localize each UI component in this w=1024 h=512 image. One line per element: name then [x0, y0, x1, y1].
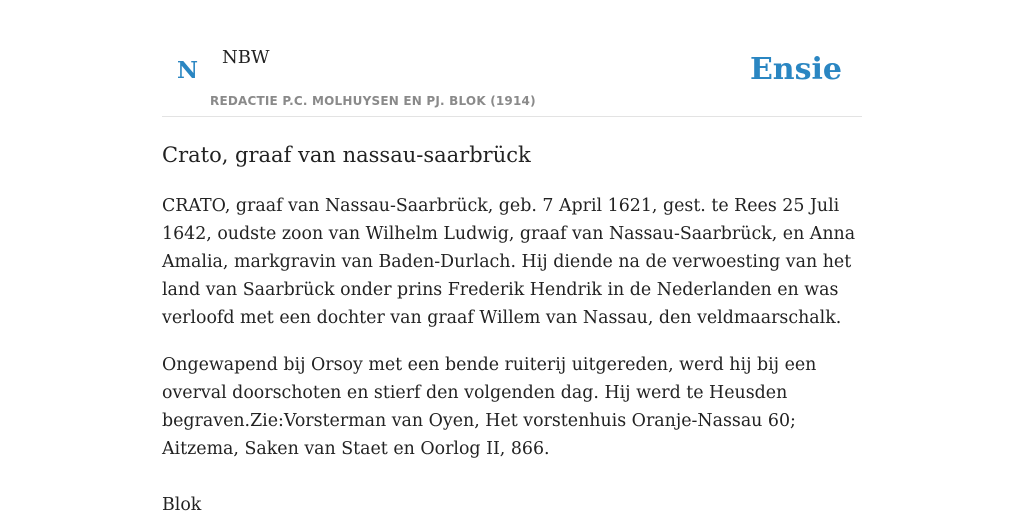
brand-logo-link[interactable]: Ensie: [749, 52, 842, 87]
article-paragraph: CRATO, graaf van Nassau-Saarbrück, geb. 7 April 1621, gest. te Rees 25 Juli 1642, oudste zoon van Wilhelm Ludwig, graaf van Nassau-Saarbrück, en Anna Amalia, markgravin van Baden-Durlach. Hij diende na de verwoesting van het land van Saarbrück onder prins Frederik Hendrik in de Nederlanden en was verloofd met een dochter van graaf Willem van Nassau, den veldmaarschalk.: [162, 196, 856, 328]
source-name[interactable]: NBW: [222, 47, 270, 68]
source-header: [162, 0, 862, 117]
article-paragraph: Ongewapend bij Orsoy met een bende ruiterij uitgereden, werd hij bij een overval doorschoten en stierf den volgenden dag. Hij werd te Heusden begraven.Zie:Vorsterman van Oyen, Het vorstenhuis Oranje-Nassau 60; Aitzema, Saken van Staet en Oorlog II, 866.: [162, 355, 817, 459]
article-author: Blok: [162, 495, 202, 512]
source-logo[interactable]: N: [177, 57, 199, 84]
article: [162, 136, 862, 512]
article-title: Crato, graaf van nassau-saarbrück: [162, 143, 531, 167]
source-subtitle: REDACTIE P.C. MOLHUYSEN EN PJ. BLOK (1914): [210, 94, 536, 108]
